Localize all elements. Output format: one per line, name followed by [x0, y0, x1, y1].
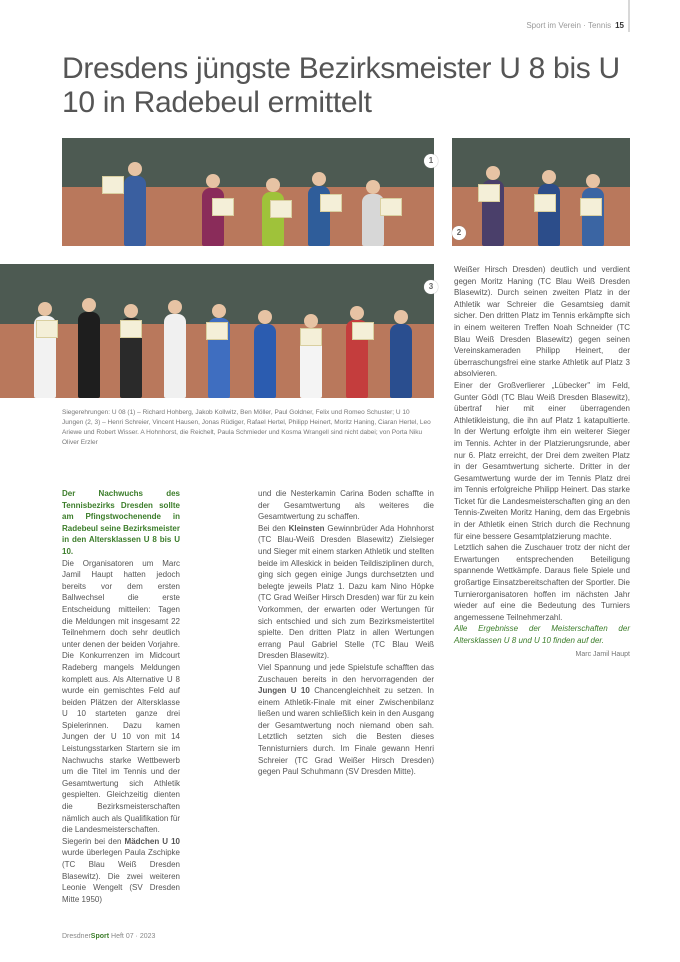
footer-brand-prefix: Dresdner — [62, 933, 91, 940]
girls-label: Mädchen U 10 — [124, 836, 180, 846]
boys10-label: Jungen U 10 — [258, 686, 310, 696]
photo-award-u8 — [62, 138, 434, 246]
boys10-text: Chancengleichheit zu setzen. In einem Athletik-Finale mit einer Zwischenbilanz ließen und waren schließlich kein in den Ausgang der Gesamtwertung noch niemand oben sah. Letztlich setzten sich die Besten dieses Tennisturniers durch. Im Finale gewann Henri Schreier (TC Grad Weißer Hirsch Dresden) gegen Paul Schuhmann (SV Dresden Mitte). — [258, 686, 434, 777]
photo-badge-1: 1 — [424, 154, 438, 168]
paragraph-2: Einer der Großverlierer „Lübecker" im Feld, Gunter Gödl (TC Blau Weiß Dresden Blasewitz), übertraf hier mit einer überragenden Athletikleistung, die ihn auf Platz 1 katapultierte. In der Wertung erfolgte ihm ein weiterer Sieger im Tennis. Achter in der Platzierungsrunde, aber nur 6. Platz erreicht, der Drei dem zweiten Platz in der Gesamtwertung sicherte. Dritter in der Gesamtwertung wurde der im Tennis Platz drei im Tennis erfolgreiche Philipp Heinert. Das starke Ticket für die Landesmeisterschaften ging an den Tennis-Zweiten Moritz Haning, dem das Ergebnis in der Athletik einen Strich durch die Rechnung für eine bessere Gesamtplatzierung machte. — [454, 380, 630, 541]
girls-intro: Siegerin bei den — [62, 836, 122, 846]
footer-brand: Sport — [90, 933, 110, 940]
article-author: Marc Jamil Haupt — [575, 650, 630, 658]
intro-paragraph: und die Nesterkamin Carina Boden schaffte in der Gesamtwertung als weiteres die Gesamtwertung zu schaffen. — [258, 489, 434, 522]
results-link[interactable]: Alle Ergebnisse der Meisterschaften der Altersklassen U 8 und U 10 finden auf der. — [454, 624, 630, 645]
boys8-paragraph — [258, 523, 434, 662]
photo-badge-3: 3 — [424, 280, 438, 294]
boys10-paragraph — [258, 662, 434, 778]
boys8-text: Gewinnbrüder Ada Hohnhorst (TC Blau-Weiß Dresden Blasewitz) Zielsieger und Sieger mit einem starken Athletik und stellten beide im Alleskick in beiden Teildisziplinen durch, ging sich gegen einige Jungs durchsetzten und belegte jeweils Platz 1. Dazu kam Nino Höpke (TC Grad Weißer Hirsch Dresden) war für zu kein Vorkommen, der erwarten oder Wertungen für sich entschied und sich zum Bezirksmeistertitel spielte. Den dritten Platz in allen Wertungen errang Paul Gabriel Stelle (TC Blau Weiß Dresden Blasewitz). — [258, 523, 434, 661]
photo-caption: Siegerehrungen: U 08 (1) – Richard Hohberg, Jakob Kollwitz, Ben Möller, Paul Goldner, Felix und Romeo Schuster; U 10 Jungen (2, 3) – Henri Schreier, Vincent Hausen, Jonas Rüdiger, Rafael Hertel, Philipp Heinert, Moritz Haning, Ciaran Hertel, Leo Ariewe und Robert Wisser. A Hohnhorst, die Reichelt, Paula Schmieder und Kosma Wrangell sind nicht dabei; von Porta Niku Oliver Erzler — [62, 409, 431, 446]
kicker-text: Sport im Verein · Tennis — [526, 21, 612, 30]
article-column-3 — [454, 264, 630, 660]
lead-paragraph: Der Nachwuchs des Tennisbezirks Dresden sollte am Pfingstwochenende in Radebeul seine Bezirksmeister in den Altersklassen U 8 bis U 10. — [62, 489, 180, 556]
boys10-intro: Viel Spannung und jede Spielstufe schafften das Zuschauen bereits in den hervorragenden der — [258, 662, 434, 684]
photo-award-girls — [452, 138, 630, 246]
article-column-1 — [62, 488, 180, 905]
article-column-2 — [258, 488, 434, 778]
photo-badge-2: 2 — [452, 226, 466, 240]
page-number: 15 — [615, 21, 624, 30]
body-paragraph: Die Organisatoren um Marc Jamil Haupt hatten jedoch bereits vor dem ersten Ballwechsel die erste Entscheidung mitteilen: Tagen die Meldungen mit insgesamt 22 Teilnehmern doch sehr deutlich unter denen der beiden Vorjahre. Die Konkurrenzen im Midcourt Radeberg mangels Meldungen komplett aus. Als Alternative U 8 wurde ein gemischtes Feld auf beiden Plätzen der Altersklasse U 10 starteten ganze drei Spielerinnen. Dazu kamen Jungen der U 10 von mit 14 Leistungsstarken Startern sie im Nachwuchs starke Wettbewerb um die Titel im Tennis und der Gesamtwertung sich Athletik gespielten. Gleichzeitig dienten die Bezirksmeisterschaften nämlich auch als Qualifikation für die Landesmeisterschaften. — [62, 558, 180, 835]
footer-issue: Heft 07 · 2023 — [111, 933, 156, 940]
page-footer — [62, 933, 155, 940]
header-rule — [628, 0, 630, 32]
boys8-label: Kleinsten — [288, 523, 325, 533]
article-title: Dresdens jüngste Bezirksmeister U 8 bis U 10 in Radebeul ermittelt — [62, 52, 620, 119]
paragraph-1: Weißer Hirsch Dresden) deutlich und verdient gegen Moritz Haning (TC Blau Weiß Dresden Blasewitz). Durch seinen zweiten Platz in der Athletik war Schreier die Gesamtsieg damit sicher. Den dritten Platz im Tennis erkämpfte sich in einem weiteren Treffen Noah Schneider (TC Blau Weiß Dresden Blasewitz) gegen seinen Vereinskameraden Philipp Heinert, der überraschungsfrei eine starke Athletik auf Platz 3 absolvieren. — [454, 265, 630, 379]
paragraph-3: Letztlich sahen die Zuschauer trotz der nicht der Erwartungen entsprechenden Beteiligung spannende Wettkämpfe. Daraus fiele Spiele und großartige Einsatzbereitschaften der Sportler. Die Turnierorganisatoren hoffen im nächsten Jahr wieder auf eine die Bedeutung des Turniers angemessene Teilnehmerzahl. — [454, 543, 630, 622]
boys8-intro: Bei den — [258, 523, 286, 533]
girls-paragraph — [62, 836, 180, 906]
girls-text: wurde überlegen Paula Zschipke (TC Blau Weiß Dresden Blasewitz). Die zwei weiteren Leonie Wengelt (SV Dresden Mitte 1950) — [62, 848, 180, 904]
photo-award-u10 — [0, 264, 434, 398]
section-kicker — [526, 21, 624, 30]
